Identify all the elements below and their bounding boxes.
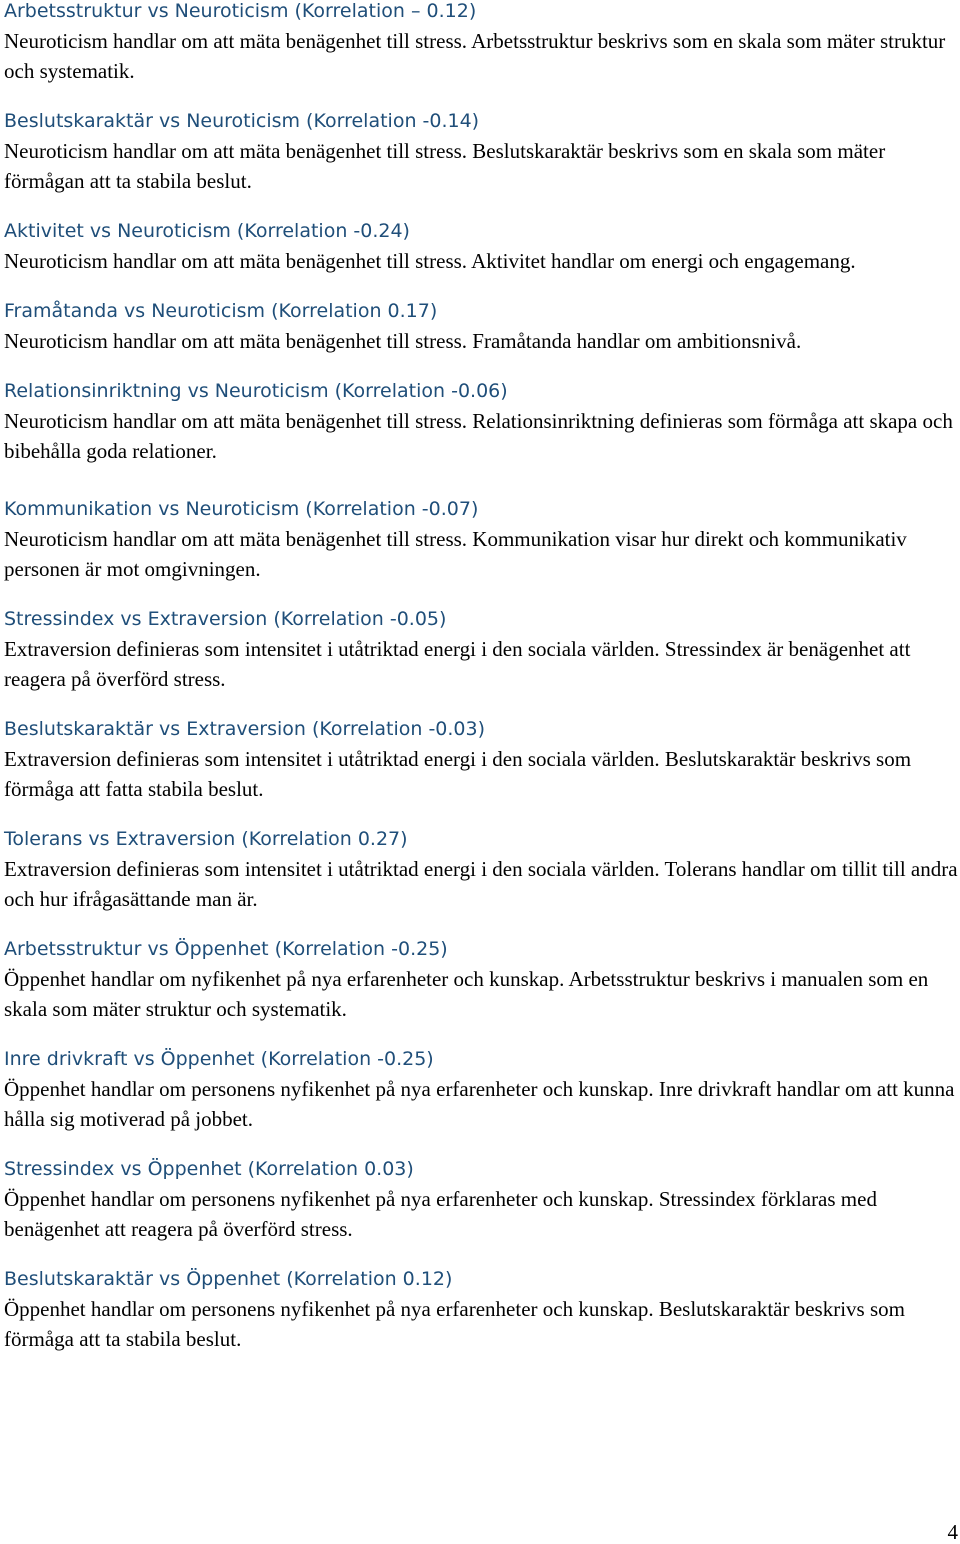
entry-heading: Kommunikation vs Neuroticism (Korrelation -0.07) (4, 498, 479, 520)
entry-heading: Inre drivkraft vs Öppenhet (Korrelation -0.25) (4, 1048, 434, 1070)
entry-text: Extraversion definieras som intensitet i utåtriktad energi i den sociala världen. Beslutskaraktär beskrivs som förmåga att fatta stabila beslut. (4, 747, 912, 801)
entry-heading: Beslutskaraktär vs Extraversion (Korrelation -0.03) (4, 718, 486, 740)
entry-heading: Beslutskaraktär vs Neuroticism (Korrelation -0.14) (4, 110, 480, 132)
page-number: 4 (947, 1520, 958, 1544)
correlation-entry (4, 714, 960, 804)
entry-heading: Aktivitet vs Neuroticism (Korrelation -0.24) (4, 220, 410, 242)
entry-text: Extraversion definieras som intensitet i utåtriktad energi i den sociala världen. Tolerans handlar om tillit till andra och hur ifrågasättande man är. (4, 857, 958, 911)
entry-text: Neuroticism handlar om att mäta benägenhet till stress. Beslutskaraktär beskrivs som en skala som mäter förmågan att ta stabila beslut. (4, 139, 886, 193)
correlation-entry (4, 494, 960, 584)
entry-heading: Tolerans vs Extraversion (Korrelation 0.27) (4, 828, 408, 850)
entry-text: Öppenhet handlar om personens nyfikenhet på nya erfarenheter och kunskap. Beslutskaraktär beskrivs som förmåga att ta stabila beslut. (4, 1297, 905, 1351)
correlation-entry (4, 604, 960, 694)
correlation-entry (4, 216, 960, 276)
entry-heading: Beslutskaraktär vs Öppenhet (Korrelation 0.12) (4, 1268, 453, 1290)
entry-text: Extraversion definieras som intensitet i utåtriktad energi i den sociala världen. Stressindex är benägenhet att reagera på överförd stress. (4, 637, 911, 691)
entry-heading: Stressindex vs Öppenhet (Korrelation 0.03) (4, 1158, 414, 1180)
entry-text: Neuroticism handlar om att mäta benägenhet till stress. Arbetsstruktur beskrivs som en skala som mäter struktur och systematik. (4, 29, 946, 83)
correlation-entry (4, 1154, 960, 1244)
entry-text: Neuroticism handlar om att mäta benägenhet till stress. Relationsinriktning definieras som förmåga att skapa och bibehålla goda relationer. (4, 409, 953, 463)
entry-text: Öppenhet handlar om nyfikenhet på nya erfarenheter och kunskap. Arbetsstruktur beskrivs i manualen som en skala som mäter struktur och systematik. (4, 967, 929, 1021)
correlation-entry (4, 1044, 960, 1134)
correlation-entry (4, 824, 960, 914)
correlation-entry (4, 0, 960, 86)
entry-text: Neuroticism handlar om att mäta benägenhet till stress. Framåtanda handlar om ambitionsnivå. (4, 329, 802, 353)
entry-heading: Arbetsstruktur vs Öppenhet (Korrelation -0.25) (4, 938, 448, 960)
correlation-entry (4, 934, 960, 1024)
entry-text: Öppenhet handlar om personens nyfikenhet på nya erfarenheter och kunskap. Inre drivkraft handlar om att kunna hålla sig motiverad på jobbet. (4, 1077, 955, 1131)
entry-heading: Framåtanda vs Neuroticism (Korrelation 0.17) (4, 300, 438, 322)
entry-text: Neuroticism handlar om att mäta benägenhet till stress. Kommunikation visar hur direkt och kommunikativ personen är mot omgivningen. (4, 527, 907, 581)
entry-heading: Stressindex vs Extraversion (Korrelation -0.05) (4, 608, 447, 630)
correlation-entry (4, 106, 960, 196)
correlation-entry (4, 376, 960, 466)
entry-text: Öppenhet handlar om personens nyfikenhet på nya erfarenheter och kunskap. Stressindex förklaras med benägenhet att reagera på överförd stress. (4, 1187, 877, 1241)
entry-text: Neuroticism handlar om att mäta benägenhet till stress. Aktivitet handlar om energi och engagemang. (4, 249, 856, 273)
document-page (4, 0, 960, 1374)
correlation-entry (4, 1264, 960, 1354)
correlation-entry (4, 296, 960, 356)
entry-heading: Arbetsstruktur vs Neuroticism (Korrelation – 0.12) (4, 0, 477, 22)
entry-heading: Relationsinriktning vs Neuroticism (Korrelation -0.06) (4, 380, 508, 402)
